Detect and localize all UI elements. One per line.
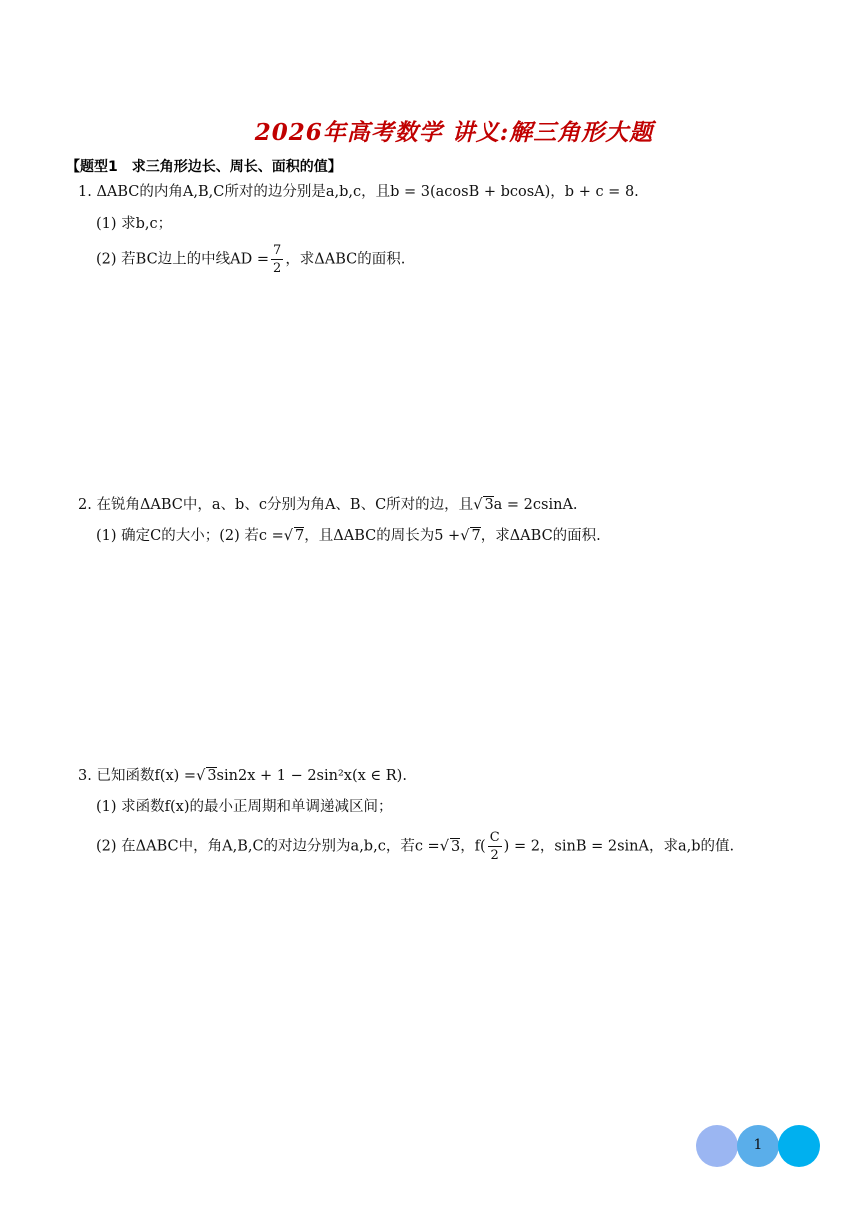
sqrt-symbol: √ (283, 528, 294, 544)
question-2-parts-text-b: ，且ΔABC的周长为5 + (304, 528, 461, 544)
fraction-numerator: 7 (273, 243, 282, 258)
question-3-part-2 (96, 831, 734, 862)
question-3-stem (78, 766, 407, 786)
sqrt-symbol: √ (439, 838, 449, 855)
question-1-stem-text: 1. ΔABC的内角A,B,C所对的边分别是a,b,c，且b = 3(acosB + bcosA)，b + c = 8. (78, 184, 639, 200)
question-2-stem-text-b: a = 2csinA. (493, 497, 578, 513)
fraction-denominator: 2 (273, 261, 282, 276)
sqrt-symbol: √ (473, 497, 483, 513)
question-2-parts-text-c: ，求ΔABC的面积. (480, 528, 601, 544)
question-2-parts (96, 526, 601, 546)
page-number-badge (696, 1125, 822, 1167)
sqrt-radicand: 7 (471, 528, 481, 544)
question-1-part-2 (96, 244, 405, 275)
question-3-part-1-text: (1) 求函数f(x)的最小正周期和单调递减区间； (96, 799, 393, 815)
question-1-part-1 (96, 214, 172, 234)
question-2-stem-text-a: 2. 在锐角ΔABC中，a、b、c分别为角A、B、C所对的边，且 (78, 497, 474, 513)
question-1-part-1-text: (1) 求b,c； (96, 216, 173, 232)
question-2-parts-text-a: (1) 确定C的大小；(2) 若c = (96, 528, 284, 544)
sqrt-radicand: 7 (295, 528, 305, 544)
section-heading: 【题型1 求三角形边长、周长、面积的值】 (66, 159, 342, 175)
badge-circle-left (696, 1125, 738, 1167)
page-number: 1 (753, 1137, 763, 1153)
page-title: 2026年高考数学 讲义:解三角形大题 (254, 119, 654, 146)
sqrt-symbol: √ (460, 528, 470, 544)
question-3-part-2-text-a: (2) 在ΔABC中，角A,B,C的对边分别为a,b,c，若c = (96, 838, 440, 855)
badge-circle-right (778, 1125, 820, 1167)
fraction-numerator: C (489, 830, 500, 845)
fraction-denominator: 2 (490, 848, 499, 863)
sqrt-radicand: 3 (484, 497, 494, 513)
fraction-seven-halves (271, 244, 283, 275)
question-1-stem (78, 182, 639, 202)
sqrt-symbol: √ (196, 768, 206, 784)
question-3-part-2-text-c: ) = 2，sinB = 2sinA，求a,b的值. (503, 838, 735, 855)
sqrt-radicand: 3 (450, 838, 461, 855)
question-3-part-2-text-b: ，f( (460, 838, 486, 855)
question-1-part-2-text-a: (2) 若BC边上的中线AD = (96, 251, 270, 268)
question-3-stem-text-a: 3. 已知函数f(x) = (78, 768, 197, 784)
question-3-stem-text-b: sin2x + 1 − 2sin²x(x ∈ R). (216, 768, 407, 784)
question-1-part-2-text-b: ，求ΔABC的面积. (285, 251, 406, 268)
sqrt-radicand: 3 (207, 768, 217, 784)
question-3-part-1 (96, 797, 393, 817)
fraction-c-halves (488, 831, 502, 862)
question-2-stem (78, 495, 578, 515)
